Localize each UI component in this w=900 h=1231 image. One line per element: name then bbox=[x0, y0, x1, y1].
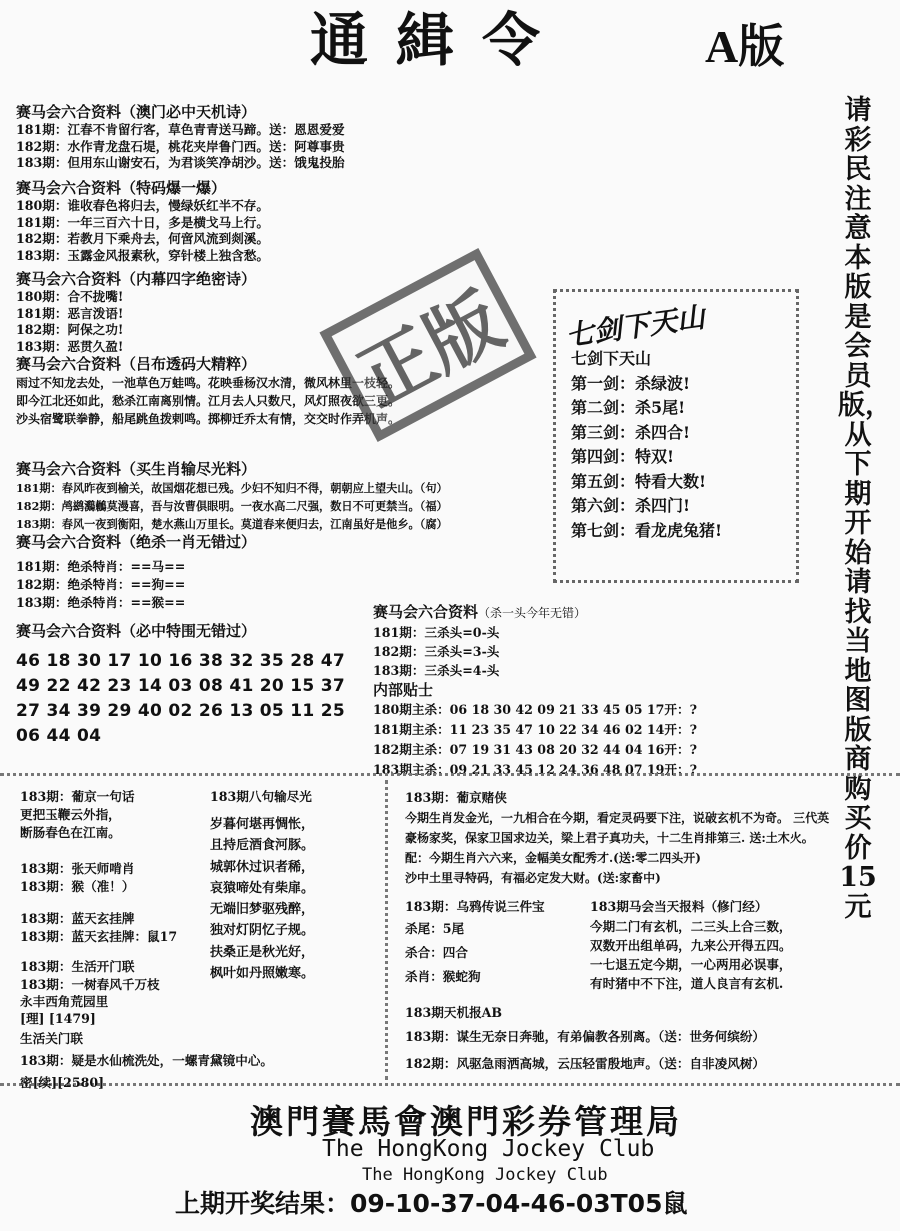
list-item: 岁暮何堪再惆怅， bbox=[210, 817, 315, 832]
divider bbox=[0, 773, 900, 776]
masthead-title: 通緝令 bbox=[310, 6, 569, 74]
list-item: 密[续][2580] bbox=[20, 1075, 105, 1090]
list-item: 双数开出组单码，九来公开得五四。 bbox=[590, 938, 792, 953]
list-item: 181期：江春不肯留行客，草色青青送马蹄。送：恩恩爱爱 bbox=[16, 122, 345, 137]
list-item: 183期：恶贯久盈! bbox=[16, 338, 124, 354]
ab-section bbox=[405, 1003, 765, 1077]
section-heading: 赛马会六合资料（内幕四字绝密诗） bbox=[16, 270, 257, 288]
list-item: 181期主杀：11 23 35 47 10 22 34 46 02 14开：? bbox=[373, 722, 697, 737]
list-item: 182期：鸬鹚鸂鶒莫漫喜，吾与汝曹俱眼明。一夜水高二尺强，数日不可更禁当。（福） bbox=[16, 499, 448, 513]
list-item: 182期：水作青龙盘石堤，桃花夹岸鲁门西。送：阿尊事贵 bbox=[16, 138, 345, 154]
genuine-stamp: 正版 bbox=[319, 248, 536, 442]
number-row: 27 34 39 29 40 02 26 13 05 11 25 bbox=[16, 701, 346, 721]
section-heading: 内部贴士 bbox=[373, 681, 434, 699]
section-heading: 赛马会六合资料（吕布透码大精粹） bbox=[16, 355, 257, 373]
list-item: 第五剑：特看大数! bbox=[571, 471, 707, 491]
seven-swords-art-title: 七剑下天山 bbox=[563, 300, 707, 353]
list-item: 183期：葡京一句话 bbox=[20, 789, 135, 804]
list-item: 183期主杀：09 21 33 45 12 24 36 48 07 19开：? bbox=[373, 762, 697, 777]
section-four bbox=[16, 270, 256, 355]
list-item: 永丰西角荒园里 bbox=[20, 994, 109, 1009]
list-item: 有时猪中不下注，道人良言有玄机. bbox=[590, 976, 784, 991]
list-item: 杀尾：5尾 bbox=[405, 921, 465, 936]
list-item: 沙头宿鹭联拳静，船尾跳鱼拨剌鸣。掷柳迁乔太有情，交交时作弄机声。 bbox=[16, 412, 401, 426]
footer-org-cn: 澳門賽馬會澳門彩券管理局 bbox=[250, 1102, 682, 1141]
list-item: 180期：合不拢嘴! bbox=[16, 289, 124, 304]
section-buy bbox=[16, 460, 448, 533]
list-item: 182期：阿保之功! bbox=[16, 322, 124, 338]
number-row: 49 22 42 23 14 03 08 41 20 15 37 bbox=[16, 676, 346, 696]
section-heading: 赛马会六合资料（绝杀一肖无错过） bbox=[16, 533, 257, 551]
number-row: 46 18 30 17 10 16 38 32 35 28 47 bbox=[16, 651, 346, 671]
edition-label: A版 bbox=[705, 21, 785, 72]
list-item: 183期：春风一夜到衡阳，楚水燕山万里长。莫道春来便归去，江南虽好是他乡。（腐） bbox=[16, 517, 448, 531]
list-item: 哀猿啼处有柴扉。 bbox=[210, 880, 315, 896]
section-head-kill bbox=[373, 603, 697, 780]
list-item: 独对灯阴忆子规。 bbox=[210, 923, 315, 939]
section-kill bbox=[16, 533, 256, 612]
list-item: 183期：张天师啃肖 bbox=[20, 861, 135, 876]
list-item: 182期：风驱急雨洒高城，云压轻雷殷地声。（送：自非凌风树） bbox=[405, 1056, 766, 1071]
list-item: 183期：但用东山谢安石，为君谈笑净胡沙。送：饿鬼投胎 bbox=[16, 155, 345, 171]
list-item: 沙中土里寻特码，有福必定发大财。(送:家畜中) bbox=[405, 871, 661, 885]
list-item: 杀合：四合 bbox=[405, 945, 468, 960]
list-item: 扶桑正是秋光好， bbox=[210, 944, 315, 960]
list-item: 今期生肖发金光，一九相合在今期，看定灵码要下注，说破玄机不为奇。 三代英 bbox=[405, 811, 830, 825]
list-item: 第六剑：杀四门! bbox=[571, 496, 691, 515]
side-notice: 请彩民注意本版是会员版，从下期开始请找当地图版商购买价15元 bbox=[838, 95, 892, 923]
list-item: 181期：绝杀特肖：==马== bbox=[16, 559, 186, 574]
list-item: 第七剑：看龙虎兔猪! bbox=[571, 520, 723, 540]
list-item: 断肠春色在江南。 bbox=[20, 825, 121, 840]
list-item: 城郭休过识者稀， bbox=[210, 859, 315, 875]
section-heading: 183期：乌鸦传说三件宝 bbox=[405, 899, 545, 914]
list-item: 183期：疑是水仙梳洗处，一螺青黛镜中心。 bbox=[20, 1053, 273, 1068]
list-item: 枫叶如丹照嫩寒。 bbox=[210, 966, 315, 982]
list-item: [理] [1479] bbox=[20, 1011, 96, 1026]
list-item: 第二剑：杀5尾! bbox=[571, 398, 686, 417]
footer-org-en: The HongKong Jockey Club bbox=[322, 1136, 655, 1162]
section-heading: 赛马会六合资料（买生肖输尽光料） bbox=[16, 460, 257, 478]
list-item: 182期主杀：07 19 31 43 08 20 32 44 04 16开：? bbox=[373, 742, 697, 757]
list-item: 183期：蓝天玄挂牌 bbox=[20, 911, 135, 926]
number-row: 06 44 04 bbox=[16, 726, 102, 746]
list-item: 181期：一年三百六十日，多是横戈马上行。 bbox=[16, 214, 269, 230]
section-heading: 赛马会六合资料（澳门必中天机诗） bbox=[16, 103, 257, 121]
report-section bbox=[590, 897, 792, 993]
section-heading: 赛马会六合资料（特码爆一爆） bbox=[16, 179, 227, 197]
list-item: 雨过不知龙去处，一池草色万蛙鸣。花映垂杨汉水清，微风林里一枝轻。 bbox=[16, 376, 401, 390]
section-heading: 183期马会当天报料（修门经） bbox=[590, 899, 768, 914]
last-draw-result: 上期开奖结果：09-10-37-04-46-03T05鼠 bbox=[175, 1189, 688, 1218]
list-item: 183期：一树春风千万枝 bbox=[20, 977, 160, 992]
section-subheading: （杀一头今年无错） bbox=[478, 606, 587, 620]
list-item: 183期：蓝天玄挂牌：鼠17 bbox=[20, 929, 178, 944]
list-item: 183期：绝杀特肖：==猴== bbox=[16, 595, 186, 610]
list-item: 杀肖：猴蛇狗 bbox=[405, 969, 481, 984]
list-item: 181期：恶言泼语! bbox=[16, 305, 124, 321]
seven-swords-list bbox=[571, 347, 722, 543]
divider bbox=[385, 780, 388, 1080]
section-heading: 赛马会六合资料（必中特围无错过） bbox=[16, 622, 257, 640]
list-item: 生活关门联 bbox=[20, 1031, 83, 1046]
list-item: 第四剑：特双! bbox=[571, 447, 675, 466]
list-item: 今期二门有玄机，二三头上合三数， bbox=[590, 919, 792, 934]
seven-swords-title: 七剑下天山 bbox=[571, 349, 652, 368]
section-heading: 183期天机报AB bbox=[405, 1005, 503, 1020]
section-range bbox=[16, 622, 345, 749]
section-poem bbox=[16, 103, 345, 172]
section-heading: 183期：葡京赌侠 bbox=[405, 790, 507, 805]
section-heading: 赛马会六合资料 bbox=[373, 603, 479, 621]
list-item: 且持卮酒食河豚。 bbox=[210, 838, 315, 854]
list-item: 183期：谋生无奈日奔驰，有弟偏教各别离。（送：世务何缤纷） bbox=[405, 1029, 766, 1044]
list-item: 更把玉鞭云外指， bbox=[20, 807, 121, 822]
section-heading: 183期八句输尽光 bbox=[210, 789, 312, 804]
list-item: 183期：猴（准！） bbox=[20, 879, 135, 894]
column-2 bbox=[210, 788, 314, 984]
list-item: 181期：春风昨夜到榆关，故国烟花想已残。少妇不知归不得，朝朝应上望夫山。（句） bbox=[16, 481, 448, 495]
list-item: 无端旧梦驱残醉， bbox=[210, 902, 315, 918]
list-item: 182期：绝杀特肖：==狗== bbox=[16, 577, 186, 592]
section-boom bbox=[16, 179, 269, 264]
footer-org-en-small: The HongKong Jockey Club bbox=[362, 1165, 608, 1185]
list-item: 181期：三杀头=0-头 bbox=[373, 625, 500, 640]
list-item: 182期：三杀头=3-头 bbox=[373, 644, 500, 659]
list-item: 183期：三杀头=4-头 bbox=[373, 663, 500, 678]
list-item: 即今江北还如此，愁杀江南离别情。江月去人只数尺，风灯照夜欲三更。 bbox=[16, 394, 401, 408]
list-item: 第三剑：杀四合! bbox=[571, 422, 691, 442]
list-item: 183期：生活开门联 bbox=[20, 959, 135, 974]
list-item: 配：今期生肖六六来，金幅美女配秀才.(送:零二四头开) bbox=[405, 851, 701, 865]
list-item: 第一剑：杀绿波! bbox=[571, 373, 691, 393]
list-item: 182期：若教月下乘舟去，何啻风流到剡溪。 bbox=[16, 231, 269, 247]
list-item: 豪杨家奖，保家卫国求边关，梁上君子真功夫，十二生肖排第三. 送:土木火。 bbox=[405, 831, 814, 845]
crow-section bbox=[405, 897, 545, 989]
list-item: 一七退五定今期，一心两用必误事， bbox=[590, 957, 792, 972]
list-item: 183期：玉露金风报素秋，穿针楼上独含愁。 bbox=[16, 247, 269, 263]
list-item: 180期：谁收春色将归去，慢绿妖红半不存。 bbox=[16, 198, 269, 213]
list-item: 180期主杀：06 18 30 42 09 21 33 45 05 17开：? bbox=[373, 702, 697, 717]
column-3 bbox=[405, 788, 829, 888]
